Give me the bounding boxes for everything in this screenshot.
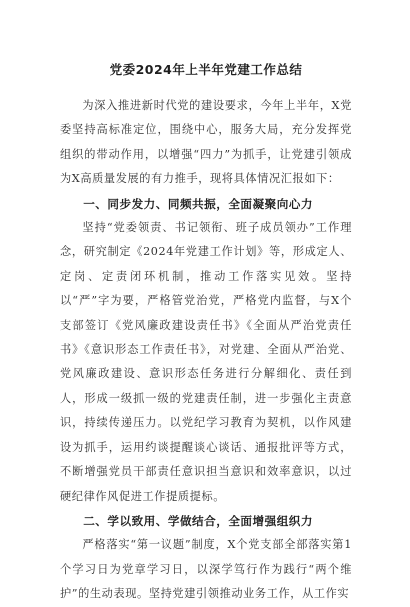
section-2-paragraph: 严格落实“第一议题”制度，X个党支部全部落实第1个学习日为党章学习日，以深学笃行作为践行“两个维护”的生动表现。坚持党建引领推动业务工作，从工作实	[60, 538, 352, 601]
section-heading-2: 二、学以致用、学做结合，全面增强组织力	[83, 513, 313, 528]
section-1-paragraph: 坚持“党委领责、书记领衔、班子成员领办”工作理念，研究制定《2024年党建工作计划》等，形成定人、定岗、定责闭环机制，推动工作落实见效。坚持以“严”字为要，严格管党治党，严格党内监督，与X个支部签订《党风廉政建设责任书》《全面从严治党责任书》《意识形态工作责任书》，对党建、全面从严治党、党风廉政建设、意识形态任务进行分解细化、责任到人，形成一级抓一级的党建责任制，进一步强化主责意识，持续传递压力。以党纪学习教育为契机，以作风建设为抓手，运用约谈提醒谈心谈话、通报批评等方式，不断增强党员干部责任意识担当意识和效率意识，以过硬纪律作风促进工作提质提标。	[60, 221, 352, 503]
intro-paragraph: 为深入推进新时代党的建设要求，今年上半年，X党委坚持高标准定位，围绕中心，服务大局，充分发挥党组织的带动作用，以增强“四力”为抓手，让党建引领成为X高质量发展的有力推手，现将具体情况汇报如下：	[60, 99, 352, 186]
section-heading-1: 一、同步发力、同频共振，全面凝聚向心力	[83, 196, 313, 211]
document-title: 党委2024年上半年党建工作总结	[109, 62, 303, 77]
